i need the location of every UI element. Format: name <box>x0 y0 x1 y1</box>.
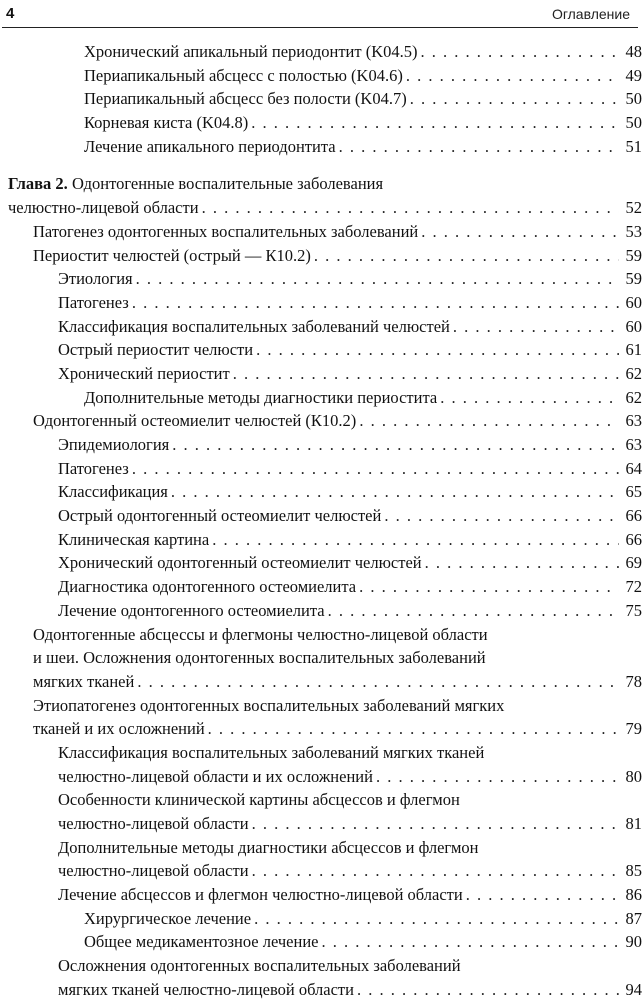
toc-entry[interactable] <box>0 338 644 362</box>
toc-entry-title: Общее медикаментозное лечение <box>84 932 319 952</box>
dot-leader <box>322 930 620 954</box>
toc-entry[interactable] <box>0 135 644 159</box>
toc-entry-page: 90 <box>625 932 642 952</box>
chapter-title-line1: Одонтогенные воспалительные заболевания <box>71 174 384 194</box>
toc-entry-page: 66 <box>625 529 642 549</box>
dot-leader <box>410 87 619 111</box>
dot-leader <box>425 551 619 575</box>
dot-leader <box>406 64 619 88</box>
toc-entry-title-line1: Дополнительные методы диагностики абсцессов и флегмон <box>58 837 479 857</box>
dot-leader <box>384 504 619 528</box>
toc-entry-page: 61 <box>625 340 642 360</box>
toc-entry[interactable] <box>0 267 644 291</box>
toc-entry-title: Хронический одонтогенный остеомиелит челюстей <box>58 553 422 573</box>
table-of-contents <box>0 40 644 1002</box>
toc-entry-title: Классификация воспалительных заболеваний челюстей <box>58 316 450 336</box>
chapter-label: Глава 2. <box>8 174 68 194</box>
toc-entry[interactable] <box>0 670 644 694</box>
dot-leader <box>421 40 619 64</box>
toc-entry-title: Периостит челюстей (острый — К10.2) <box>33 245 311 265</box>
toc-entry-title: Этиология <box>58 269 133 289</box>
toc-entry-title: Острый периостит челюсти <box>58 340 254 360</box>
toc-entry-page: 63 <box>625 435 642 454</box>
toc-entry-title-line1: Осложнения одонтогенных воспалительных заболеваний <box>58 956 461 976</box>
toc-entry-title-line1: Особенности клинической картины абсцессов и флегмон <box>58 790 460 810</box>
toc-entry-page: 78 <box>625 671 642 691</box>
dot-leader <box>357 978 619 1002</box>
toc-entry[interactable] <box>0 575 644 599</box>
dot-leader <box>359 409 619 433</box>
dot-leader <box>328 599 619 623</box>
page-number: 4 <box>6 5 15 22</box>
toc-entry-title: Эпидемиология <box>58 435 170 454</box>
toc-entry-title: Хронический апикальный периодонтит (K04.5) <box>84 42 418 61</box>
toc-entry-line[interactable] <box>0 836 644 860</box>
toc-entry-page: 72 <box>625 577 642 597</box>
dot-leader <box>132 457 619 481</box>
toc-entry-title-line1: Классификация воспалительных заболеваний мягких тканей <box>58 742 485 762</box>
toc-entry[interactable] <box>0 883 644 907</box>
toc-entry[interactable] <box>0 599 644 623</box>
dot-leader <box>252 812 619 836</box>
dot-leader <box>252 859 619 883</box>
dot-leader <box>466 883 619 907</box>
dot-leader <box>202 196 619 220</box>
toc-entry-page: 50 <box>625 89 642 109</box>
chapter-heading-cont[interactable] <box>0 196 644 220</box>
dot-leader <box>172 433 619 457</box>
dot-leader <box>233 362 619 386</box>
toc-entry-title-line2: тканей и их осложнений <box>33 719 205 739</box>
dot-leader <box>421 220 619 244</box>
toc-entry-title: Одонтогенный остеомиелит челюстей (К10.2) <box>33 411 357 431</box>
toc-entry-title: Клиническая картина <box>58 529 210 549</box>
toc-entry-title: Хронический периостит <box>58 363 230 383</box>
toc-entry-page: 64 <box>625 458 642 478</box>
toc-entry-page: 66 <box>625 506 642 526</box>
toc-entry-page: 75 <box>625 600 642 620</box>
toc-entry[interactable] <box>0 978 644 1002</box>
toc-entry-title: Корневая киста (K04.8) <box>84 113 249 133</box>
toc-entry-title-line1: Одонтогенные абсцессы и флегмоны челюстно-лицевой области <box>33 624 488 644</box>
toc-entry-line[interactable] <box>0 954 644 978</box>
toc-entry[interactable] <box>0 291 644 315</box>
toc-entry[interactable] <box>0 504 644 528</box>
toc-entry-title: Диагностика одонтогенного остеомиелита <box>58 577 357 597</box>
dot-leader <box>212 528 619 552</box>
toc-entry-title: Периапикальный абсцесс с полостью (K04.6) <box>84 65 403 85</box>
dot-leader <box>251 111 619 135</box>
dot-leader <box>256 338 619 362</box>
toc-entry-title-line1: Этиопатогенез одонтогенных воспалительных заболеваний мягких <box>33 695 505 715</box>
toc-entry-title-line2: челюстно-лицевой области и их осложнений <box>58 766 373 786</box>
toc-entry-title: Лечение абсцессов и флегмон челюстно-лицевой области <box>58 885 463 905</box>
dot-leader <box>208 717 619 741</box>
toc-entry-title-line2: челюстно-лицевой области <box>58 814 249 833</box>
dot-leader <box>136 267 619 291</box>
dot-leader <box>453 315 619 339</box>
chapter-title-line2: челюстно-лицевой области <box>8 198 199 218</box>
toc-entry-title: Дополнительные методы диагностики периостита <box>84 387 438 407</box>
toc-entry-line[interactable] <box>0 646 644 670</box>
toc-entry[interactable] <box>0 433 644 457</box>
toc-entry-page: 53 <box>625 221 642 241</box>
dot-leader <box>171 480 619 504</box>
toc-entry[interactable] <box>0 244 644 268</box>
toc-entry-page: 85 <box>625 861 642 881</box>
toc-entry[interactable] <box>0 40 644 64</box>
toc-entry-page: 63 <box>625 411 642 431</box>
header-rule <box>2 27 638 28</box>
toc-entry-title: Патогенез <box>58 292 129 312</box>
toc-entry-page: 87 <box>625 908 642 928</box>
toc-entry-page: 94 <box>625 979 642 999</box>
running-section-title: Оглавление <box>551 6 630 22</box>
toc-entry-line[interactable] <box>0 694 644 718</box>
toc-entry-title: Хирургическое лечение <box>84 908 252 928</box>
toc-entry[interactable] <box>0 111 644 135</box>
toc-entry[interactable] <box>0 220 644 244</box>
toc-entry-page: 80 <box>625 766 642 786</box>
toc-entry[interactable] <box>0 812 644 836</box>
toc-entry-title: Патогенез <box>58 458 129 478</box>
toc-entry-title-line2: челюстно-лицевой области <box>58 861 249 881</box>
toc-entry-page: 49 <box>625 65 642 85</box>
toc-entry[interactable] <box>0 480 644 504</box>
toc-entry-page: 62 <box>625 363 642 383</box>
toc-entry-title-line3: мягких тканей <box>33 671 135 691</box>
toc-entry[interactable] <box>0 87 644 111</box>
dot-leader <box>137 670 619 694</box>
toc-entry-title-line2: мягких тканей челюстно-лицевой области <box>58 979 354 999</box>
toc-entry-line[interactable] <box>0 741 644 765</box>
dot-leader <box>339 135 619 159</box>
toc-entry[interactable] <box>0 64 644 88</box>
toc-entry-page: 60 <box>625 292 642 312</box>
toc-entry-page: 48 <box>625 42 642 61</box>
toc-entry-title: Острый одонтогенный остеомиелит челюстей <box>58 506 382 526</box>
toc-entry[interactable] <box>0 409 644 433</box>
toc-entry[interactable] <box>0 551 644 575</box>
toc-entry-page: 59 <box>625 245 642 265</box>
toc-entry[interactable] <box>0 315 644 339</box>
toc-entry-title: Классификация <box>58 482 168 502</box>
toc-entry-title: Патогенез одонтогенных воспалительных заболеваний <box>33 221 419 241</box>
toc-entry[interactable] <box>0 859 644 883</box>
chapter-heading[interactable] <box>0 172 644 196</box>
toc-entry[interactable] <box>0 907 644 931</box>
toc-entry[interactable] <box>0 765 644 789</box>
toc-entry-title: Периапикальный абсцесс без полости (K04.7) <box>84 89 407 109</box>
toc-entry-title: Лечение одонтогенного остеомиелита <box>58 600 325 620</box>
toc-entry-page: 65 <box>625 482 642 502</box>
toc-entry[interactable] <box>0 362 644 386</box>
toc-entry-line[interactable] <box>0 788 644 812</box>
toc-entry[interactable] <box>0 717 644 741</box>
dot-leader <box>254 907 619 931</box>
dot-leader <box>440 386 619 410</box>
dot-leader <box>132 291 619 315</box>
toc-entry-title-line2: и шеи. Осложнения одонтогенных воспалительных заболеваний <box>33 648 486 668</box>
toc-entry-page: 60 <box>625 316 642 336</box>
toc-entry-page: 81 <box>625 814 642 833</box>
toc-entry-title: Лечение апикального периодонтита <box>84 136 336 156</box>
toc-entry-page: 62 <box>625 387 642 407</box>
chapter-page: 52 <box>625 198 642 218</box>
toc-entry-page: 59 <box>625 269 642 289</box>
toc-entry[interactable] <box>0 457 644 481</box>
page-header <box>2 0 638 28</box>
dot-leader <box>359 575 619 599</box>
toc-entry[interactable] <box>0 386 644 410</box>
toc-entry[interactable] <box>0 930 644 954</box>
toc-entry-line[interactable] <box>0 623 644 647</box>
toc-entry-page: 79 <box>625 719 642 739</box>
toc-entry-page: 69 <box>625 553 642 573</box>
dot-leader <box>314 244 619 268</box>
toc-entry-page: 50 <box>625 113 642 133</box>
toc-entry-page: 51 <box>625 136 642 156</box>
toc-entry[interactable] <box>0 528 644 552</box>
dot-leader <box>376 765 619 789</box>
toc-entry-page: 86 <box>625 885 642 905</box>
